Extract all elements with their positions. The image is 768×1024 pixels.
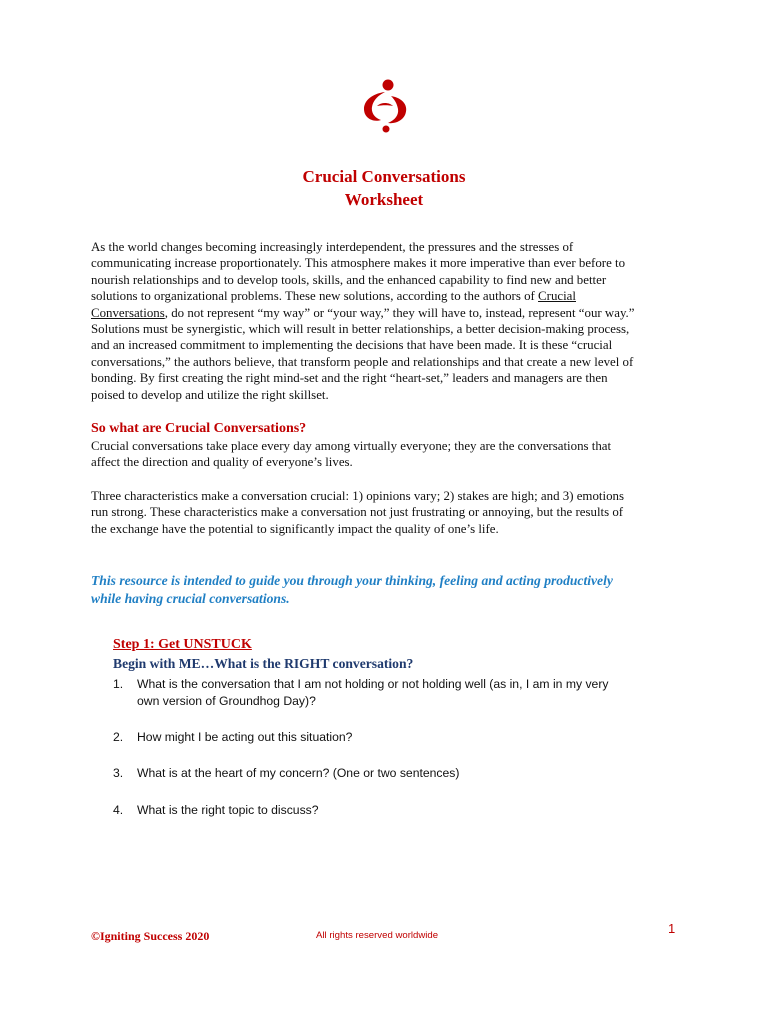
list-text bbox=[137, 802, 707, 819]
text-line: As the world changes becoming increasingly interdependent, the pressures and the stresses of bbox=[91, 240, 574, 254]
text-line: poised to develop and utilize the right skillset. bbox=[91, 387, 329, 402]
text-line: run strong. These characteristics make a conversation not just frustrating or annoying, but the results of bbox=[91, 505, 624, 520]
igniting-success-logo-icon bbox=[355, 78, 415, 134]
text-fragment: , do not represent “my way” or “your way,” they will have to, instead, represent “our way.” bbox=[164, 305, 635, 320]
document-title: Crucial Conversations bbox=[302, 167, 466, 186]
text-line: Solutions must be synergistic, which will result in better relationships, a better decision-making process, bbox=[91, 322, 630, 337]
text-line: This resource is intended to guide you through your thinking, feeling and acting productively bbox=[91, 573, 613, 588]
text-line bbox=[91, 305, 691, 321]
list-number: 4. bbox=[113, 803, 124, 817]
book-title-fragment: Conversations bbox=[91, 305, 165, 320]
list-number: 2. bbox=[113, 730, 124, 744]
book-title-fragment: Crucial bbox=[538, 289, 576, 304]
list-text bbox=[137, 676, 707, 710]
intro-paragraph bbox=[91, 239, 691, 403]
text-line: nourish relationships and to develop tools, skills, and the enhanced capability to find new and better bbox=[91, 272, 607, 287]
step-subheading: Begin with ME…What is the RIGHT conversation? bbox=[113, 656, 414, 671]
characteristics-paragraph bbox=[91, 488, 691, 537]
step-heading: Step 1: Get UNSTUCK bbox=[113, 637, 252, 652]
text-line: How might I be acting out this situation? bbox=[137, 730, 353, 744]
text-line: What is the conversation that I am not holding or not holding well (as in, I am in my very bbox=[137, 677, 609, 691]
text-line: Three characteristics make a conversation crucial: 1) opinions vary; 2) stakes are high; and 3) emotions bbox=[91, 489, 624, 503]
resource-statement bbox=[91, 572, 711, 608]
text-line: Crucial conversations take place every day among virtually everyone; they are the conversations that bbox=[91, 439, 612, 453]
footer-rights: All rights reserved worldwide bbox=[316, 930, 439, 941]
list-number: 1. bbox=[113, 677, 124, 691]
text-fragment: solutions to organizational problems. These new solutions, according to the authors of bbox=[91, 289, 539, 304]
text-line: What is at the heart of my concern? (One or two sentences) bbox=[137, 766, 460, 780]
list-text bbox=[137, 729, 707, 746]
list-number: 3. bbox=[113, 766, 124, 780]
footer-copyright: ©Igniting Success 2020 bbox=[91, 929, 210, 943]
text-line: bonding. By first creating the right mind-set and the right “heart-set,” leaders and managers are then bbox=[91, 371, 608, 386]
page-number: 1 bbox=[668, 921, 676, 936]
text-line: What is the right topic to discuss? bbox=[137, 803, 319, 817]
text-line: communicating increase proportionately. This atmosphere makes it more imperative than ever before to bbox=[91, 256, 626, 271]
text-line: the exchange have the potential to significantly impact the quality of one’s life. bbox=[91, 521, 499, 536]
text-line: and an increased commitment to implementing the decisions that have been made. It is these “crucial bbox=[91, 338, 613, 353]
definition-paragraph bbox=[91, 438, 691, 471]
section-heading: So what are Crucial Conversations? bbox=[91, 421, 307, 436]
text-line bbox=[91, 288, 691, 304]
text-line: conversations,” the authors believe, that transform people and relationships and that create a new level of bbox=[91, 354, 634, 369]
text-line: while having crucial conversations. bbox=[91, 591, 290, 606]
text-line: affect the direction and quality of everyone’s lives. bbox=[91, 455, 353, 470]
document-subtitle: Worksheet bbox=[344, 190, 424, 209]
text-line: own version of Groundhog Day)? bbox=[137, 694, 316, 708]
list-text bbox=[137, 765, 707, 782]
